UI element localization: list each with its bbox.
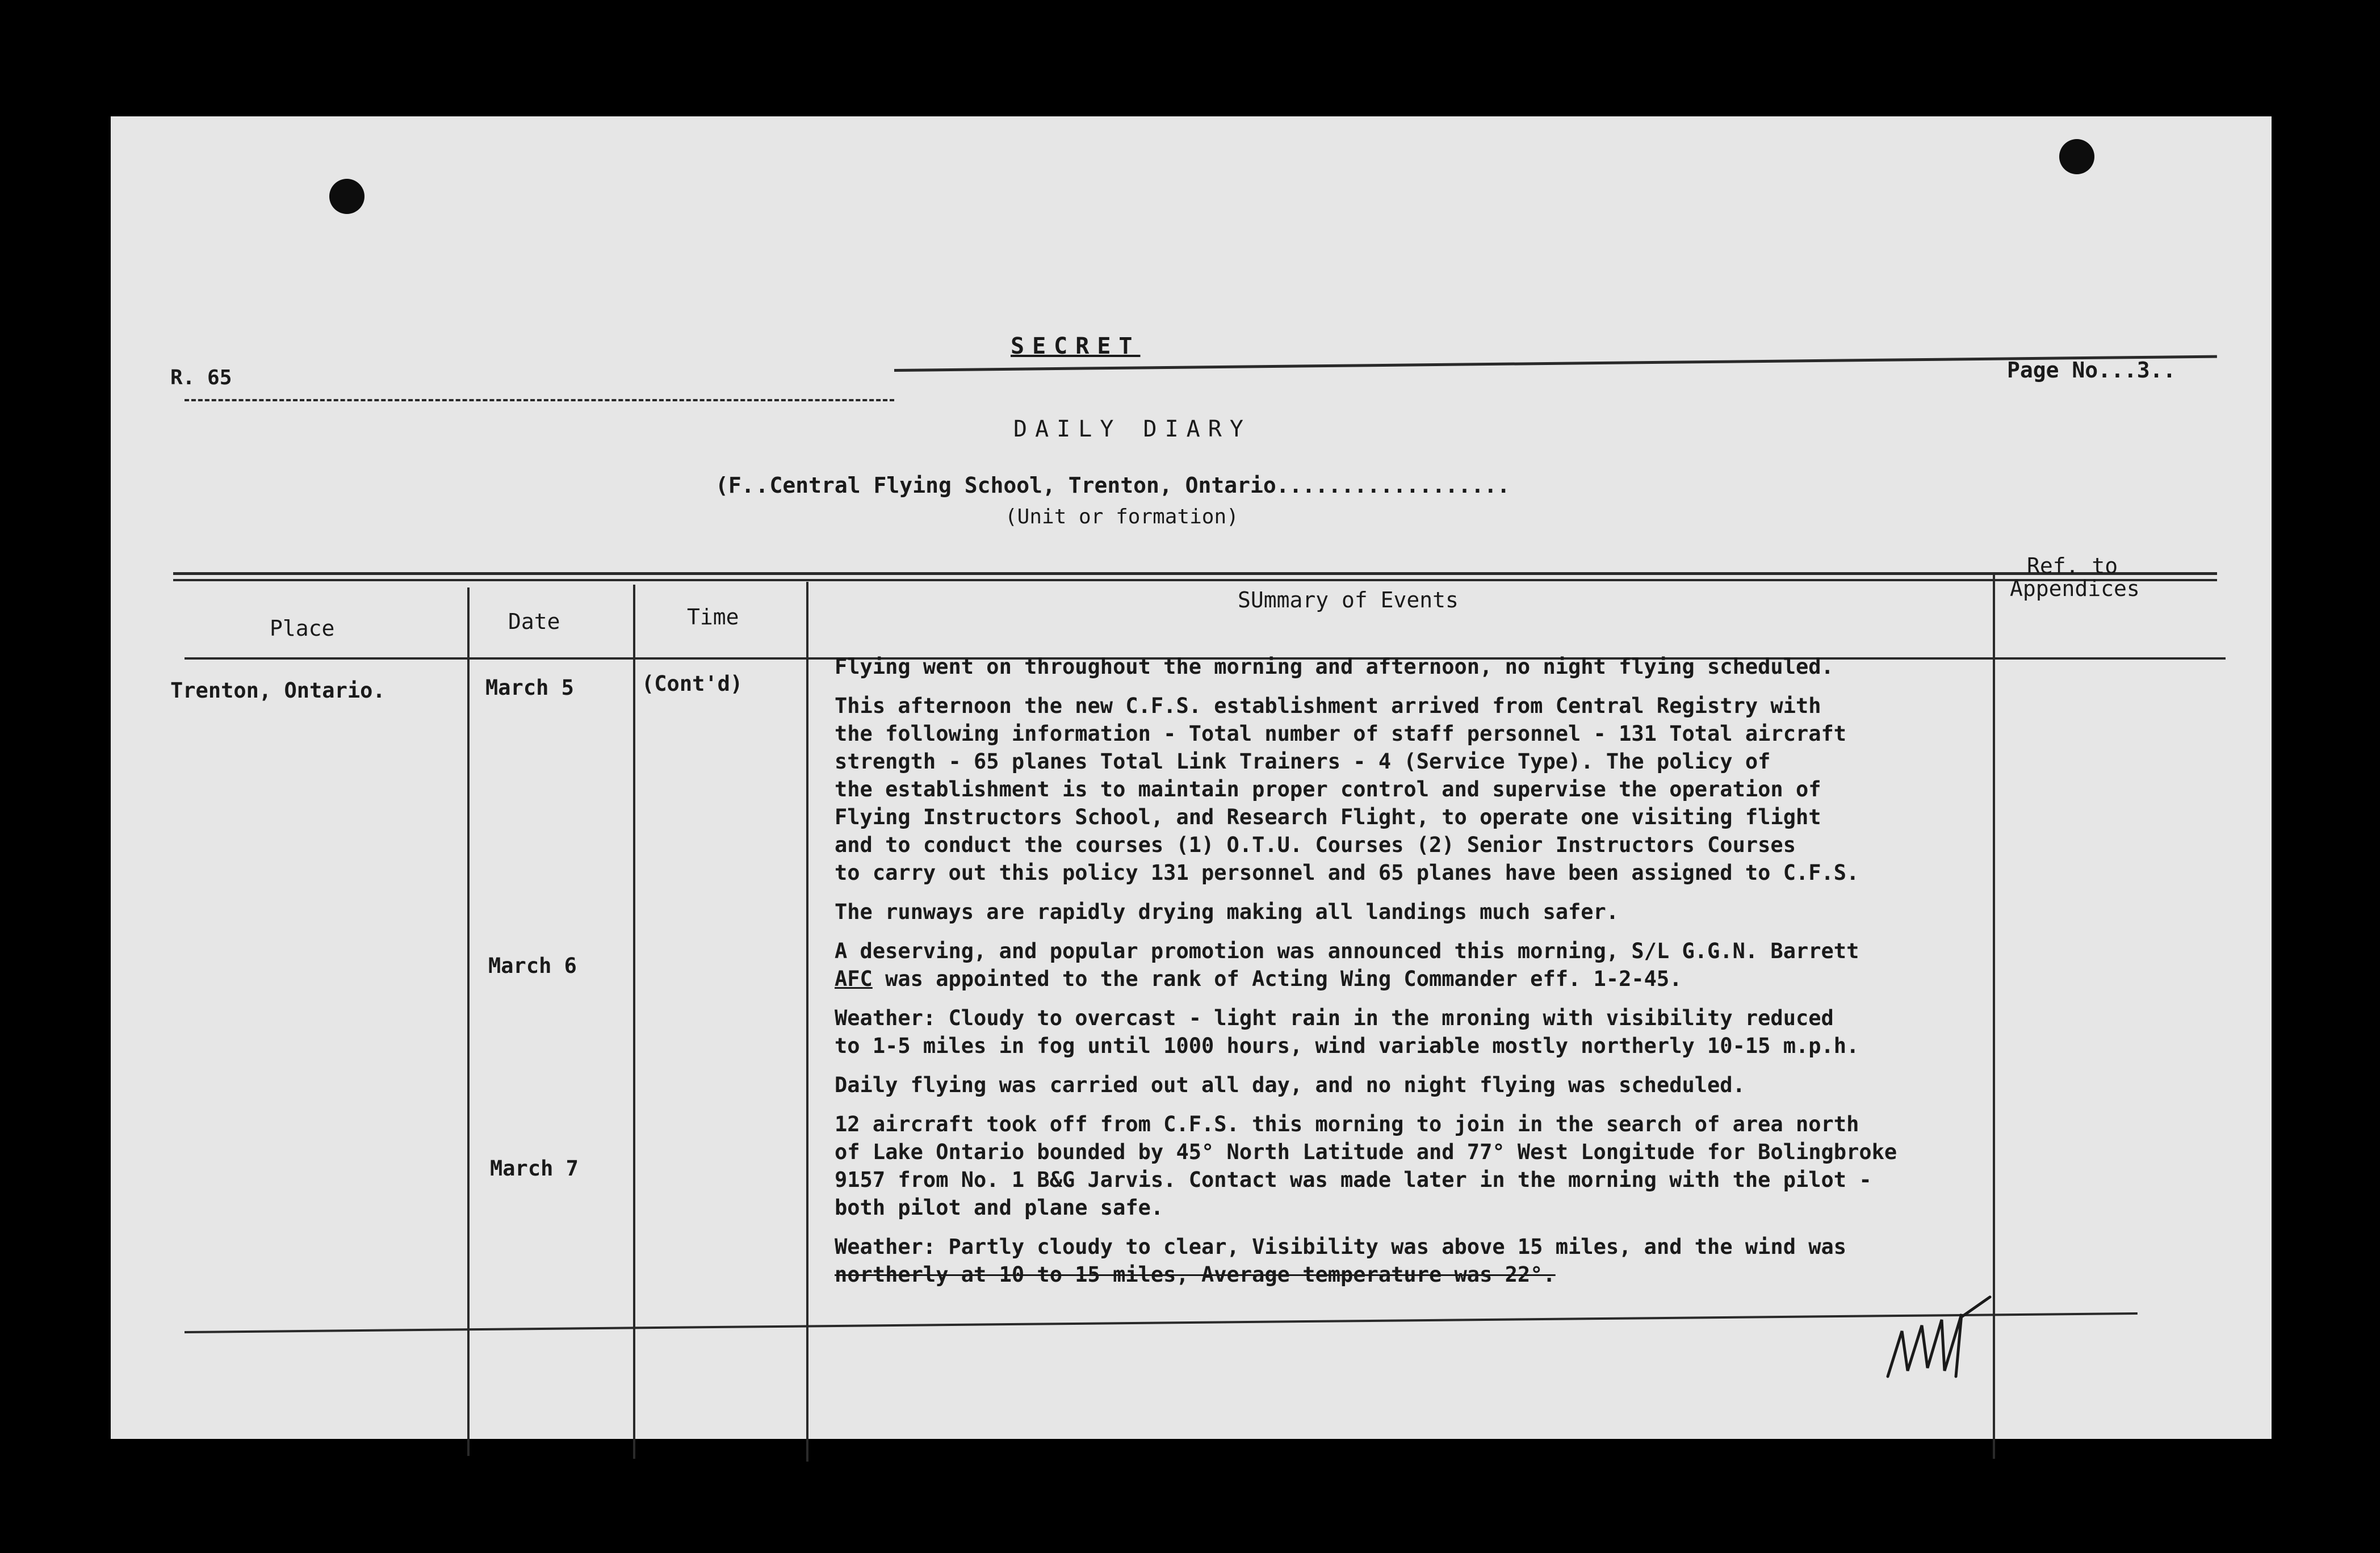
entry-p2-line: the following information - Total number of staff personnel - 131 Total aircraft <box>835 721 1847 746</box>
diary-page <box>111 116 2272 1439</box>
time-contd: (Cont'd) <box>642 671 743 696</box>
entry-p2-line: This afternoon the new C.F.S. establishment arrived from Central Registry with <box>835 694 1821 718</box>
page-number-value: 3 <box>2136 358 2150 383</box>
weather-label: Weather: <box>835 1006 936 1030</box>
entry-p2-line: to carry out this policy 131 personnel and 65 planes have been assigned to C.F.S. <box>835 861 1859 885</box>
entry-p8-line1 <box>835 1233 1897 1261</box>
entry-p3: The runways are rapidly drying making all landings much safer. <box>835 900 1619 924</box>
table-bottom-rule <box>185 1312 2138 1333</box>
entry-p2-line: strength - 65 planes Total Link Trainers - 4 (Service Type). The policy of <box>835 749 1771 774</box>
entry-p1: Flying went on throughout the morning and afternoon, no night flying scheduled. <box>835 654 1834 679</box>
table-top-rule-2 <box>173 579 2217 581</box>
summary-entries <box>835 653 1897 1288</box>
entry-p5-line2: to 1-5 miles in fog until 1000 hours, wind variable mostly northerly 10-15 m.p.h. <box>835 1034 1859 1058</box>
col-header-ref-1: Ref. to <box>2027 553 2118 578</box>
col-header-ref-2: Appendices <box>2010 576 2140 601</box>
entry-p7-line: of Lake Ontario bounded by 45° North Latitude and 77° West Longitude for Bolingbroke <box>835 1140 1897 1164</box>
entry-p2-line: Flying Instructors School, and Research Flight, to operate one visiting flight <box>835 805 1821 829</box>
header-rule-left <box>185 399 894 401</box>
page-number: Page No...3.. <box>2007 358 2176 383</box>
entry-p7-line: 9157 from No. 1 B&G Jarvis. Contact was made later in the morning with the pilot - <box>835 1168 1872 1192</box>
handwritten-initials-mark <box>1876 1263 2013 1399</box>
form-code: R. 65 <box>170 366 232 389</box>
unit-prefix: (F <box>715 473 741 498</box>
weather-label: Weather: <box>835 1235 936 1259</box>
entry-p8-line2: northerly at 10 to 15 miles, Average temperature was 22°. <box>835 1262 1556 1287</box>
entry-p4-line2 <box>835 965 1897 993</box>
punch-hole-right <box>2059 139 2094 174</box>
col-header-time: Time <box>687 605 739 629</box>
col-header-date: Date <box>508 609 560 634</box>
date-march-7: March 7 <box>490 1156 579 1181</box>
unit-caption: (Unit or formation) <box>1005 505 1239 528</box>
unit-name: Central Flying School, Trenton, Ontario. <box>769 473 1289 498</box>
entry-p2-line: the establishment is to maintain proper control and supervise the operation of <box>835 777 1821 801</box>
unit-line: (F..Central Flying School, Trenton, Ontario.................. <box>715 473 1510 498</box>
entry-p4-line1: A deserving, and popular promotion was announced this morning, S/L G.G.N. Barrett <box>835 939 1859 963</box>
entry-p7-line: 12 aircraft took off from C.F.S. this morning to join in the search of area north <box>835 1112 1859 1136</box>
col-divider-1 <box>467 587 470 1456</box>
col-header-summary: SUmmary of Events <box>1238 587 1459 612</box>
punch-hole-left <box>329 179 364 214</box>
col-divider-3 <box>806 582 808 1462</box>
entry-p7-line: both pilot and plane safe. <box>835 1195 1164 1220</box>
entry-p6: Daily flying was carried out all day, and no night flying was scheduled. <box>835 1073 1745 1097</box>
afc-abbrev: AFC <box>835 967 873 991</box>
classification: SECRET <box>1011 333 1141 359</box>
entry-p5-line1-rest: Cloudy to overcast - light rain in the mroning with visibility reduced <box>936 1006 1834 1030</box>
diary-title: DAILY DIARY <box>1013 416 1251 442</box>
entry-p5-line1 <box>835 1004 1897 1032</box>
date-march-5: March 5 <box>485 675 574 700</box>
date-march-6: March 6 <box>488 954 577 978</box>
page-label: Page No... <box>2007 358 2137 383</box>
place-value: Trenton, Ontario. <box>170 678 386 703</box>
entry-p8-line1-rest: Partly cloudy to clear, Visibility was above 15 miles, and the wind was <box>936 1235 1847 1259</box>
table-top-rule-1 <box>173 572 2217 575</box>
entry-p4-line2-rest: was appointed to the rank of Acting Wing Commander eff. 1-2-45. <box>872 967 1682 991</box>
col-header-place: Place <box>270 616 335 641</box>
entry-p2-line: and to conduct the courses (1) O.T.U. Courses (2) Senior Instructors Courses <box>835 833 1796 857</box>
